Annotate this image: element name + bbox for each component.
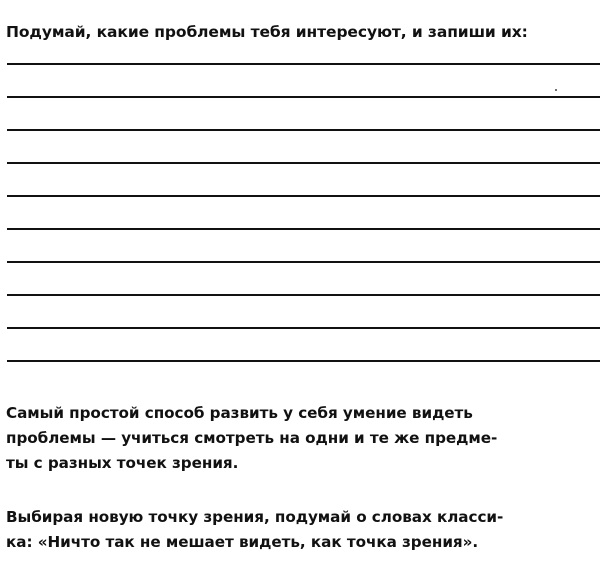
writing-line-1[interactable] xyxy=(7,63,600,65)
writing-line-7[interactable] xyxy=(7,261,600,263)
writing-line-9[interactable] xyxy=(7,327,600,329)
paper-speck xyxy=(555,89,557,91)
paragraph-quote xyxy=(6,505,602,555)
writing-prompt: Подумай, какие проблемы тебя интересуют, и запиши их: xyxy=(6,23,528,41)
writing-line-8[interactable] xyxy=(7,294,600,296)
writing-line-4[interactable] xyxy=(7,162,600,164)
paragraph-line: ты с разных точек зрения. xyxy=(6,454,239,472)
writing-line-3[interactable] xyxy=(7,129,600,131)
paragraph-line: ка: «Ничто так не мешает видеть, как точка зрения». xyxy=(6,533,479,551)
paragraph-advice xyxy=(6,401,602,476)
paragraph-line: Самый простой способ развить у себя умение видеть xyxy=(6,404,473,422)
writing-line-6[interactable] xyxy=(7,228,600,230)
paragraph-line: проблемы — учиться смотреть на одни и те же предме- xyxy=(6,429,498,447)
paragraph-line: Выбирая новую точку зрения, подумай о словах класси- xyxy=(6,508,504,526)
writing-line-10[interactable] xyxy=(7,360,600,362)
writing-line-2[interactable] xyxy=(7,96,600,98)
writing-lines xyxy=(7,0,600,370)
writing-line-5[interactable] xyxy=(7,195,600,197)
